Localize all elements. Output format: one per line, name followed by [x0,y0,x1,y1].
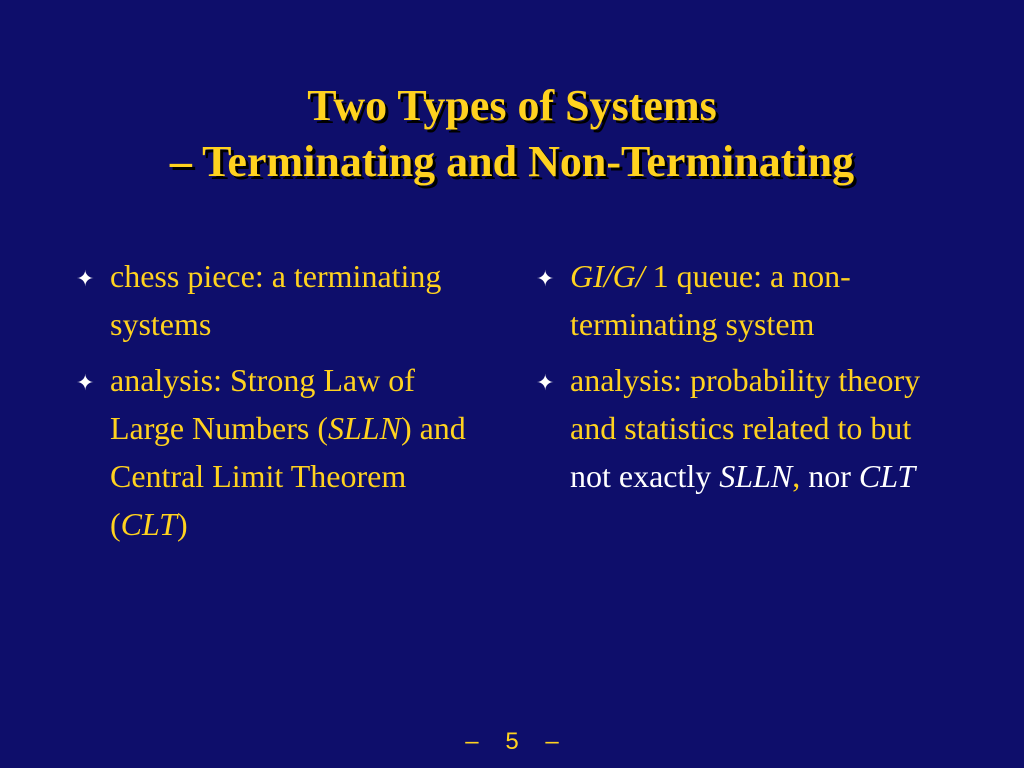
four-pointed-star-icon: ✦ [536,371,555,396]
left-bullet-2-text-b: ) and Central Limit Theorem ( [110,410,466,542]
left-column [72,252,472,556]
right-bullet-2 [532,356,932,500]
left-bullet-2-abbr-clt: CLT [120,506,177,542]
left-bullet-2 [72,356,472,548]
right-bullet-2-abbr-clt: CLT [858,458,916,494]
left-bullet-1 [72,252,472,348]
footer-dash-left: – [465,728,479,755]
title-line-2: – Terminating and Non-Terminating [169,137,855,186]
right-bullet-2-not: not [570,458,611,494]
slide-title [0,78,1024,190]
right-bullet-1 [532,252,932,348]
four-pointed-star-icon: ✦ [536,267,555,292]
right-bullet-2-exactly: exactly [610,458,720,494]
right-bullet-2-nor: nor [800,458,859,494]
left-bullet-2-text-c: ) [176,506,188,542]
right-bullet-2-abbr-slln: SLLN [719,458,793,494]
four-pointed-star-icon: ✦ [76,267,95,292]
right-bullet-2-text-a: analysis: probability theory and statistics related to but [570,362,921,446]
slide-footer [0,728,1024,756]
footer-dash-right: – [545,728,559,755]
right-bullet-1-text: 1 queue: a non-terminating system [570,258,851,342]
left-bullet-1-text: chess piece: a terminating systems [110,258,442,342]
right-bullet-1-queue-notation: GI/G/ [570,258,645,294]
four-pointed-star-icon: ✦ [76,371,95,396]
right-bullet-2-comma: , [792,458,801,494]
title-line-1: Two Types of Systems [307,81,717,130]
left-bullet-2-abbr-slln: SLLN [328,410,401,446]
left-bullet-2-text-a: analysis: Strong Law of Large Numbers ( [110,362,415,446]
right-column [532,252,932,508]
page-number: 5 [505,728,519,755]
